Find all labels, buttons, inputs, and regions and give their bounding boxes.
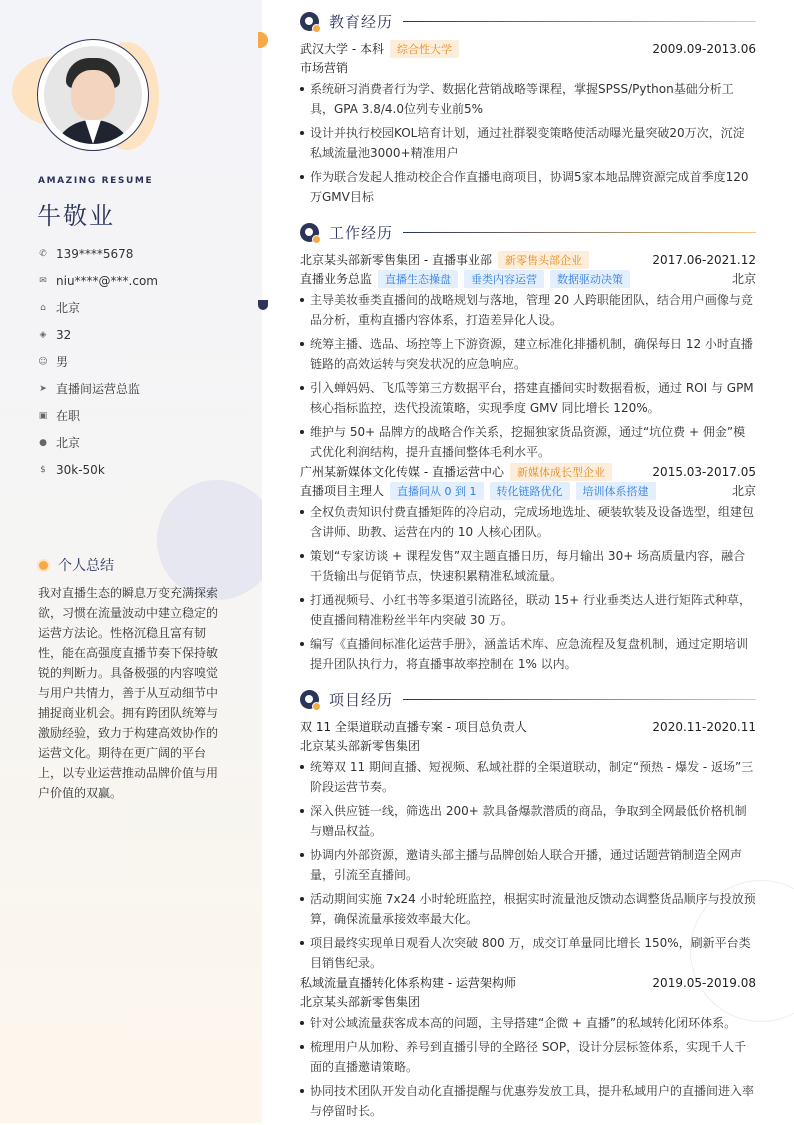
project-org: 北京某头部新零售集团 [300,739,421,753]
section-icon [300,12,319,31]
divider [403,21,756,22]
job-entry [300,250,756,466]
job-role: 直播项目主理人 [300,484,385,498]
education-heading [300,10,756,32]
bullet-list [300,290,756,462]
bullet-item: 针对公域流量获客成本高的问题，主导搭建“企微 + 直播”的私域转化闭环体系。 [300,1013,756,1033]
skill-tag: 直播间从 0 到 1 [390,482,484,500]
summary-title: 个人总结 [58,558,114,574]
bullet-item: 项目最终实现单日观看人次突破 800 万，成交订单量同比增长 150%，刷新平台类目销售纪录。 [300,933,756,973]
gender-icon: ☺ [38,356,48,367]
job-role-group [300,482,656,500]
divider [403,232,756,233]
education-entry [300,39,756,211]
avatar-frame [37,39,149,151]
decorative-dot [258,32,268,48]
project-org-row [300,992,756,1011]
summary-text: 我对直播生态的瞬息万变充满探索欲，习惯在流量波动中建立稳定的运营方法论。性格沉稳且富有韧性，能在高强度直播节奏下保持敏锐的判断力。具备极强的内容嗅觉与用户共情力，善于从互动细节中捕捉商业机会。拥有跨团队统筹与激励经验，致力于构建高效协作的运营文化。期待在更广阔的平台上，以专业运营推动品牌价值与用户价值的双赢。 [38,586,219,800]
project-name: 双 11 全渠道联动直播专案 - 项目总负责人 [300,720,527,734]
home-icon: ⌂ [40,302,46,313]
info-text: 北京 [56,436,81,450]
mail-icon: ✉ [39,275,47,286]
bullet-item: 协同技术团队开发自动化直播提醒与优惠券发放工具，提升私域用户的直播间进入率与停留时长。 [300,1081,756,1121]
job-city: 北京 [731,484,756,498]
skill-tag: 直播生态操盘 [378,270,458,288]
decorative-dot [258,300,268,310]
date-range: 2015.03-2017.05 [652,464,756,479]
job-role-row [300,481,756,500]
phone-icon: ✆ [39,248,47,259]
dot-icon [37,559,50,572]
info-row [38,375,253,402]
major: 市场营销 [300,61,349,75]
info-text: 北京 [56,301,81,315]
location-icon: ● [39,437,47,448]
info-row [38,321,253,348]
info-row [38,348,253,375]
job-role-row [300,269,756,288]
project-org: 北京某头部新零售集团 [300,995,421,1009]
section-title: 工作经历 [329,223,394,242]
date-range: 2020.11-2020.11 [652,719,756,734]
salary-icon: $ [40,464,46,475]
bullet-list [300,502,756,674]
info-row [38,240,253,267]
bullet-item: 策划“专家访谈 + 课程发售”双主题直播日历，每月输出 30+ 场高质量内容，融合干货输出与促销节点，快速积累精准私域流量。 [300,546,756,586]
info-text: 在职 [56,409,81,423]
info-text: 30k-50k [56,462,105,477]
skill-tag: 垂类内容运营 [464,270,544,288]
date-range: 2019.05-2019.08 [652,975,756,990]
resume-tagline: AMAZING RESUME [38,176,154,186]
skill-tag: 数据驱动决策 [550,270,630,288]
section-icon [300,223,319,242]
bullet-item: 引入蝉妈妈、飞瓜等第三方数据平台，搭建直播间实时数据看板，通过 ROI 与 GPM 核心指标监控，迭代投流策略，实现季度 GMV 同比增长 120%。 [300,378,756,418]
section-icon [300,690,319,709]
project-header [300,717,756,736]
work-heading [300,221,756,243]
info-row [38,294,253,321]
job-company-group [300,251,589,269]
job-company-group [300,463,612,481]
bullet-item: 深入供应链一线，筛选出 200+ 款具备爆款潜质的商品，争取到全网最低价格机制与赠品权益。 [300,801,756,841]
company-tag: 新零售头部企业 [498,251,589,269]
project-entry [300,973,756,1125]
summary-heading [37,555,114,575]
bullet-item: 编写《直播间标准化运营手册》，涵盖话术库、应急流程及复盘机制，通过定期培训提升团队执行力，将直播事故率控制在 1% 以内。 [300,634,756,674]
job-entry [300,462,756,678]
job-role: 直播业务总监 [300,272,373,286]
job-role-group [300,270,630,288]
job-city: 北京 [731,272,756,286]
bullet-item: 活动期间实施 7x24 小时轮班监控，根据实时流量池反馈动态调整货品顺序与投放预算，确保流量承接效率最大化。 [300,889,756,929]
bullet-item: 梳理用户从加粉、养号到直播引导的全路径 SOP，设计分层标签体系，实现千人千面的直播邀请策略。 [300,1037,756,1077]
info-row [38,456,253,483]
bullet-item: 设计并执行校园KOL培育计划，通过社群裂变策略使活动曝光量突破20万次，沉淀私域流量池3000+精准用户 [300,123,756,163]
company-name: 北京某头部新零售集团 - 直播事业部 [300,253,492,267]
bullet-item: 统筹主播、选品、场控等上下游资源，建立标准化排播机制，确保每日 12 小时直播链路的高效运转与突发状况的应急响应。 [300,334,756,374]
bullet-item: 打通视频号、小红书等多渠道引流路径，联动 15+ 行业垂类达人进行矩阵式种草，使直播间精准粉丝半年内突破 30 万。 [300,590,756,630]
skill-tag: 培训体系搭建 [576,482,656,500]
bullet-item: 系统研习消费者行为学、数据化营销战略等课程，掌握SPSS/Python基础分析工具，GPA 3.8/4.0位列专业前5% [300,79,756,119]
project-entry [300,717,756,977]
avatar [44,46,142,144]
bullet-item: 维护与 50+ 品牌方的战略合作关系，挖掘独家货品资源，通过“坑位费 + 佣金”模式优化利润结构，提升直播间整体毛利水平。 [300,422,756,462]
divider [403,699,756,700]
info-row [38,429,253,456]
date-range: 2017.06-2021.12 [652,252,756,267]
send-icon: ➤ [39,383,47,394]
project-name: 私域流量直播转化体系构建 - 运营架构师 [300,976,516,990]
bullet-list [300,757,756,973]
info-text: 32 [56,327,72,342]
decorative-circle [157,480,262,600]
info-row [38,402,253,429]
school-tag: 综合性大学 [390,40,459,58]
info-text: 139****5678 [56,246,134,261]
date-range: 2009.09-2013.06 [652,41,756,56]
contact-info-list [38,240,253,483]
bullet-item: 统筹双 11 期间直播、短视频、私域社群的全渠道联动，制定“预热 - 爆发 - 返场”三阶段运营节奏。 [300,757,756,797]
info-text: 男 [56,355,69,369]
cake-icon: ◈ [39,329,47,340]
skill-tag: 转化链路优化 [490,482,570,500]
bullet-item: 全权负责知识付费直播矩阵的冷启动，完成场地选址、硬装软装及设备选型，组建包含讲师、助教、运营在内的 10 人核心团队。 [300,502,756,542]
section-title: 教育经历 [329,12,394,31]
projects-heading [300,688,756,710]
info-row [38,267,253,294]
bullet-item: 协调内外部资源，邀请头部主播与品牌创始人联合开播，通过话题营销制造全网声量，引流至直播间。 [300,845,756,885]
bullet-list [300,79,756,207]
project-header [300,973,756,992]
company-name: 广州某新媒体文化传媒 - 直播运营中心 [300,465,504,479]
bullet-item: 作为联合发起人推动校企合作直播电商项目，协调5家本地品牌资源完成首季度120万GMV目标 [300,167,756,207]
candidate-name: 牛敬业 [37,202,115,230]
section-title: 项目经历 [329,690,394,709]
bullet-list [300,1013,756,1121]
school-name: 武汉大学 - 本科 [300,42,384,56]
company-tag: 新媒体成长型企业 [510,463,612,481]
bullet-item: 主导美妆垂类直播间的战略规划与落地，管理 20 人跨职能团队，结合用户画像与竞品分析，重构直播内容体系，打造差异化人设。 [300,290,756,330]
sidebar [0,0,262,1123]
info-text: 直播间运营总监 [56,382,141,396]
info-text: niu****@***.com [56,273,158,288]
briefcase-icon: ▣ [38,410,48,421]
job-header [300,250,756,269]
job-header [300,462,756,481]
project-org-row [300,736,756,755]
